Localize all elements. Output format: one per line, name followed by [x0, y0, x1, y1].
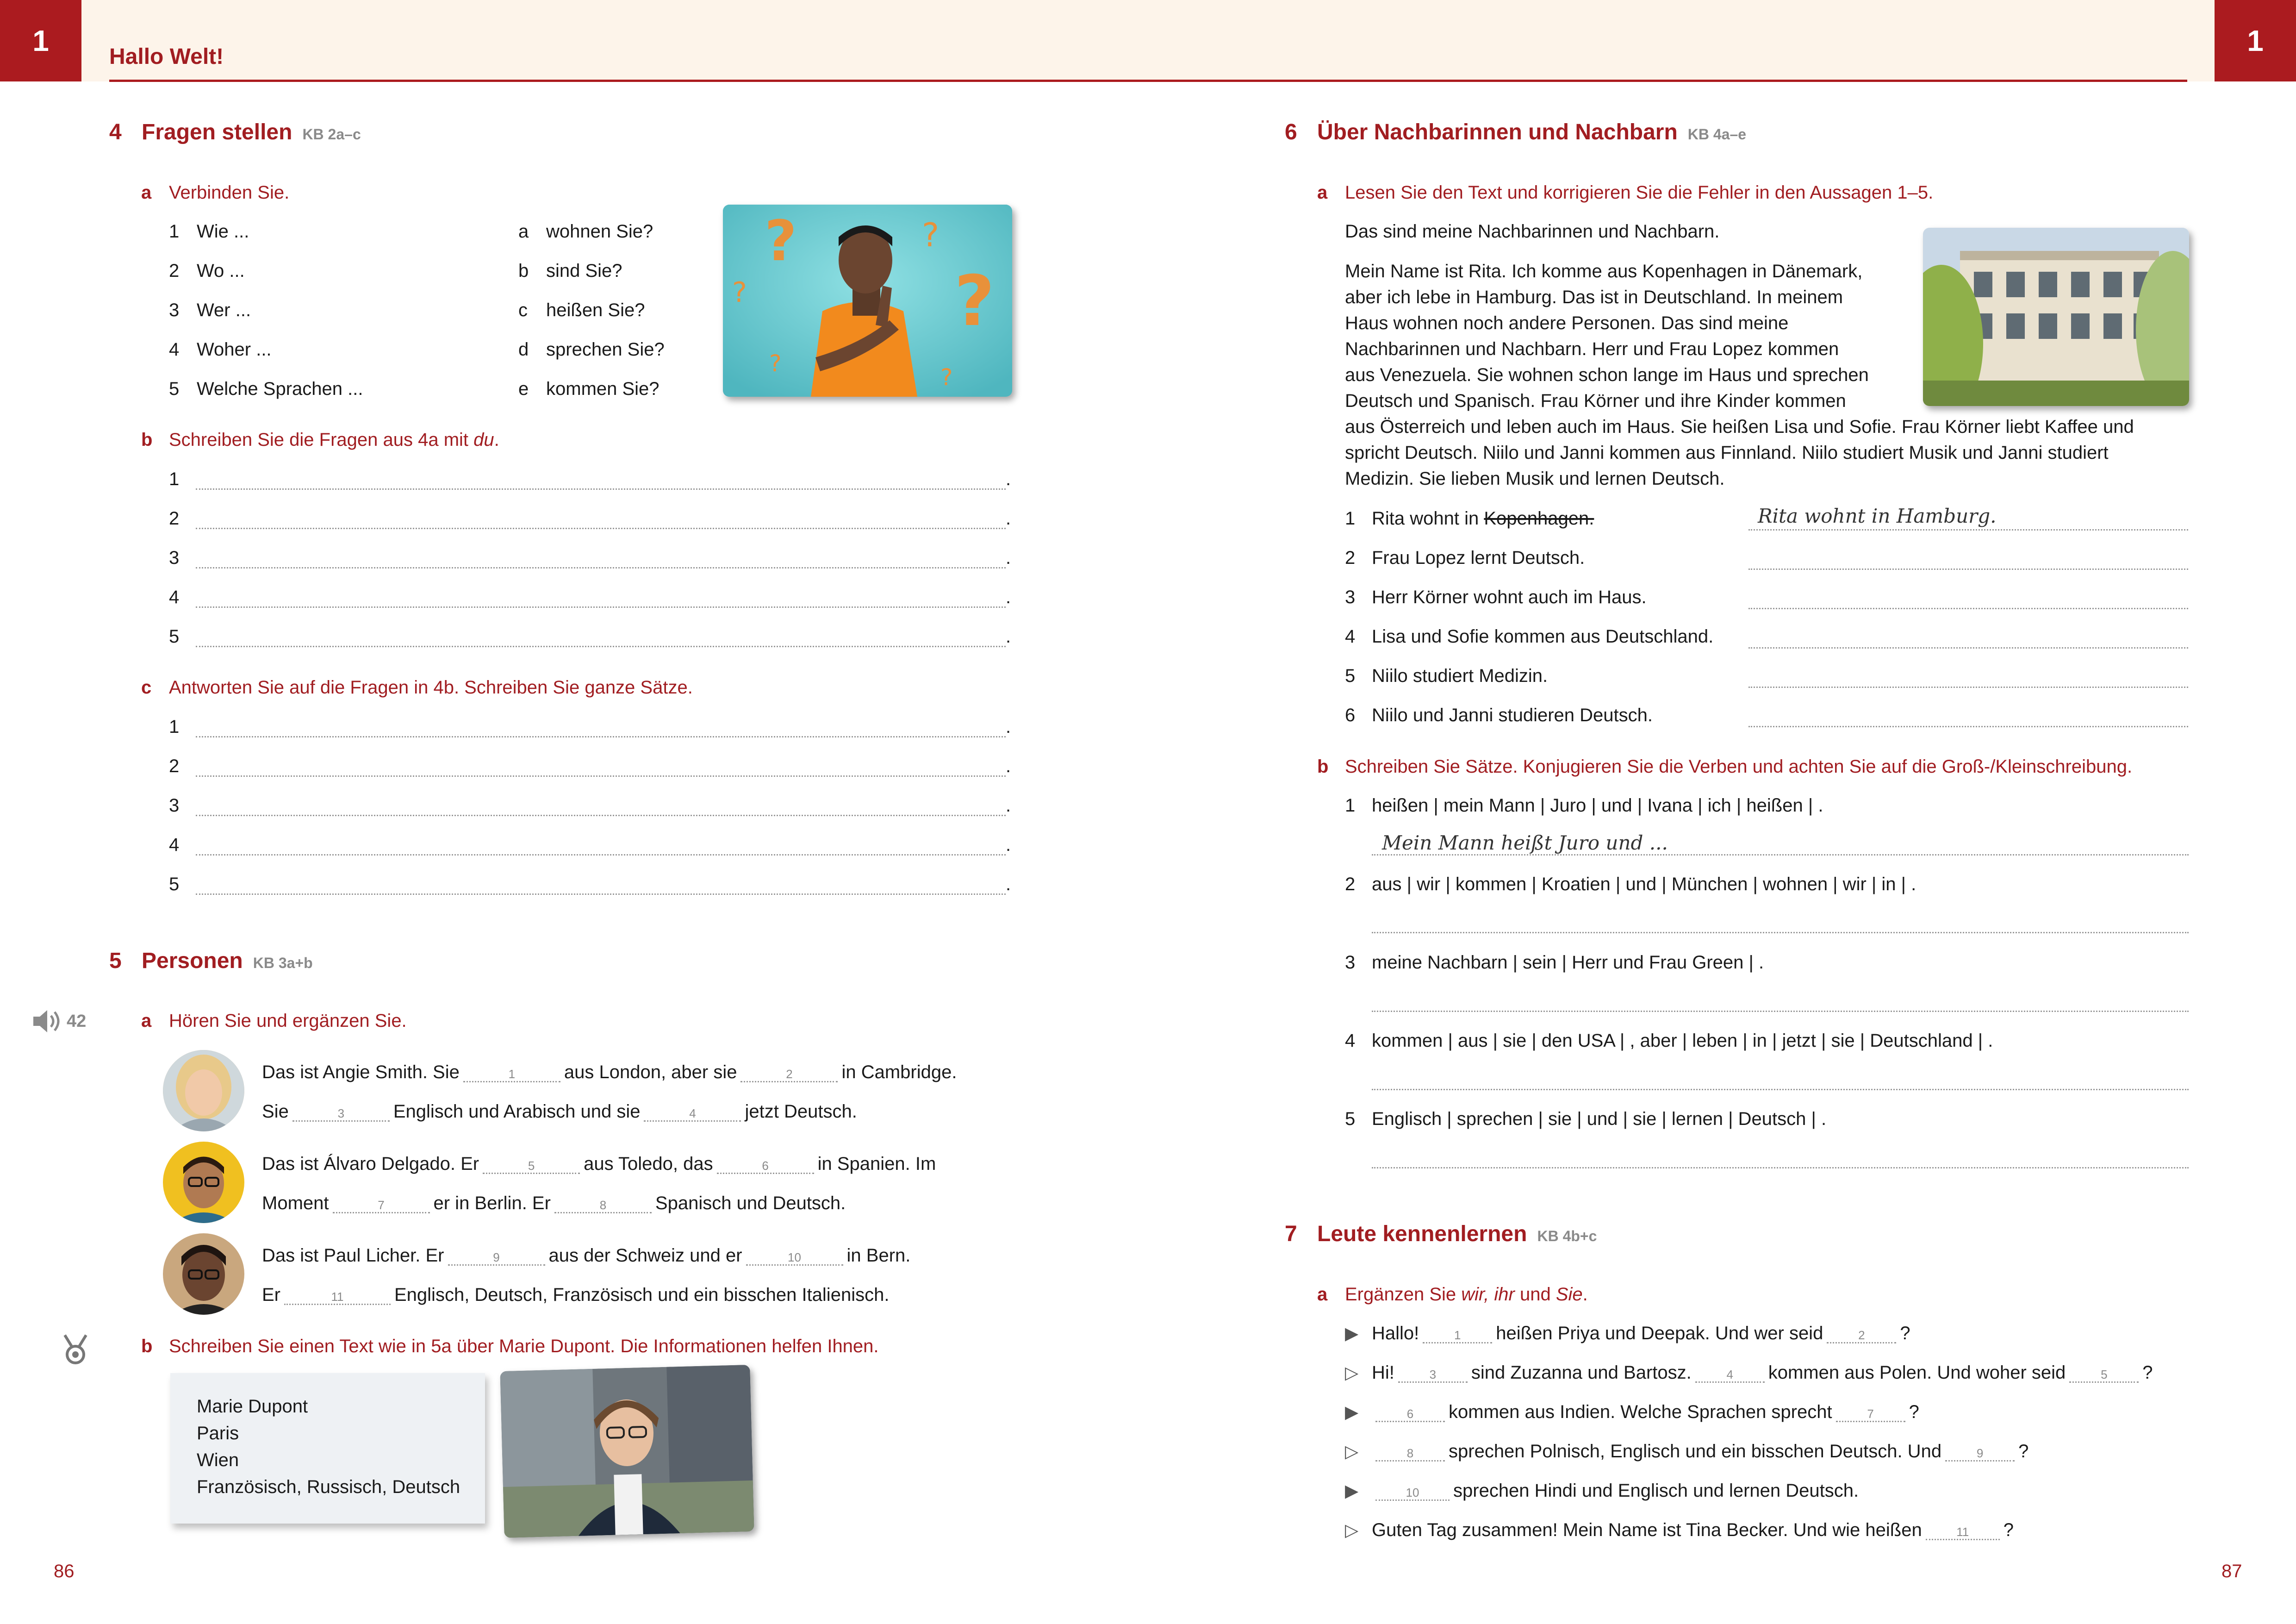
reading-line: spricht Deutsch. Niilo und Janni kommen aus Finnland. Niilo studiert Musik und Janni studiert [1345, 443, 2109, 463]
line-number: 5 [169, 626, 180, 647]
scramble-5: 5 Englisch | sprechen | sie | und | sie | lernen | Deutsch | . [1345, 1109, 1827, 1129]
answer-line[interactable] [196, 606, 1006, 608]
speaker-a-arrow-icon: ▶ [1345, 1481, 1359, 1501]
correction-line[interactable] [1748, 568, 2188, 570]
answer-line[interactable] [196, 775, 1006, 777]
reading-line: aus Österreich und leben auch im Haus. Sie heißen Lisa und Sofie. Frau Körner liebt Kaffee und [1345, 417, 2134, 437]
gap-9[interactable]: 9 [448, 1250, 545, 1266]
task-4a-instruction: a Verbinden Sie. [141, 182, 290, 203]
match-left-5: 5 Welche Sprachen ... [169, 379, 363, 399]
gap-2[interactable]: 2 [740, 1067, 838, 1082]
correction-line[interactable] [1748, 608, 2188, 609]
reading-line: Medizin. Sie lieben Musik und lernen Deutsch. [1345, 468, 1725, 489]
text-5a-p2-line2: Moment 7 er in Berlin. Er 8 Spanisch und Deutsch. [262, 1193, 846, 1213]
gap-6[interactable]: 6 [717, 1159, 814, 1174]
gap-7a-2[interactable]: 2 [1827, 1328, 1896, 1343]
gap-4[interactable]: 4 [644, 1106, 741, 1122]
info-name: Marie Dupont [197, 1396, 308, 1417]
speaker-a-arrow-icon: ▶ [1345, 1324, 1359, 1343]
page-number-left: 86 [54, 1561, 75, 1581]
line-number: 5 [169, 874, 180, 894]
section-5-heading: 5 Personen KB 3a+b [109, 949, 313, 973]
svg-text:?: ? [765, 209, 797, 274]
line-number: 2 [169, 756, 180, 776]
task-5b-instruction: b Schreiben Sie einen Text wie in 5a über Marie Dupont. Die Informationen helfen Ihnen. [141, 1336, 879, 1356]
medal-icon [59, 1333, 92, 1368]
answer-line[interactable] [196, 736, 1006, 737]
answer-line[interactable] [1372, 1011, 2189, 1012]
correction-line[interactable] [1748, 529, 2188, 531]
line-end-dot: . [1006, 795, 1011, 816]
match-left-3: 3 Wer ... [169, 300, 251, 320]
line-end-dot: . [1006, 469, 1011, 489]
line-end-dot: . [1006, 835, 1011, 855]
match-right-c: c heißen Sie? [518, 300, 645, 320]
gap-8[interactable]: 8 [554, 1198, 652, 1213]
reading-line: Deutsch und Spanisch. Frau Körner und ihre Kinder kommen [1345, 391, 1846, 411]
audio-track-button[interactable] [31, 1008, 86, 1034]
speaker-icon [31, 1008, 64, 1034]
match-left-1: 1 Wie ... [169, 221, 249, 242]
gap-7a-3[interactable]: 3 [1398, 1368, 1468, 1383]
thinking-man-photo [723, 205, 1012, 397]
gap-7a-4[interactable]: 4 [1695, 1368, 1765, 1383]
gap-7a-10[interactable]: 10 [1375, 1486, 1450, 1501]
avatar-angie [163, 1050, 244, 1131]
dialogue-line-3: ▶ 6 kommen aus Indien. Welche Sprachen sprecht 7 ? [1345, 1402, 1919, 1422]
speaker-a-arrow-icon: ▶ [1345, 1403, 1359, 1422]
chapter-badge-right: 1 [2215, 0, 2296, 81]
svg-text:?: ? [954, 261, 995, 342]
scramble-3: 3 meine Nachbarn | sein | Herr und Frau Green | . [1345, 952, 1764, 973]
task-5a-instruction: a Hören Sie und ergänzen Sie. [141, 1011, 407, 1031]
reading-line: Mein Name ist Rita. Ich komme aus Kopenhagen in Dänemark, [1345, 261, 1863, 281]
reading-line: Haus wohnen noch andere Personen. Das sind meine [1345, 313, 1789, 333]
info-origin: Paris [197, 1423, 239, 1443]
gap-7a-1[interactable]: 1 [1423, 1328, 1492, 1343]
text-5a-p3-line2: Er 11 Englisch, Deutsch, Französisch und ein bisschen Italienisch. [262, 1285, 890, 1305]
section-4-heading: 4 Fragen stellen KB 2a–c [109, 120, 361, 144]
answer-line[interactable] [196, 488, 1006, 490]
gap-7a-7[interactable]: 7 [1836, 1407, 1905, 1422]
gap-7a-6[interactable]: 6 [1375, 1407, 1445, 1422]
task-6a-instruction: a Lesen Sie den Text und korrigieren Sie die Fehler in den Aussagen 1–5. [1317, 182, 1934, 203]
answer-line[interactable] [1372, 932, 2189, 933]
svg-text:?: ? [769, 350, 782, 377]
info-residence: Wien [197, 1450, 239, 1470]
text-5a-p1-line2: Sie 3 Englisch und Arabisch und sie 4 jetzt Deutsch. [262, 1101, 857, 1122]
gap-7a-5[interactable]: 5 [2069, 1368, 2139, 1383]
gap-11[interactable]: 11 [284, 1290, 391, 1305]
correction-line[interactable] [1748, 726, 2188, 727]
task-4c-instruction: c Antworten Sie auf die Fragen in 4b. Schreiben Sie ganze Sätze. [141, 677, 693, 698]
line-end-dot: . [1006, 508, 1011, 529]
reading-heading: Das sind meine Nachbarinnen und Nachbarn. [1345, 221, 1720, 242]
line-number: 1 [169, 469, 180, 489]
avatar-paul [163, 1233, 244, 1315]
answer-line[interactable] [196, 854, 1006, 856]
page-number-right: 87 [2221, 1561, 2242, 1581]
line-end-dot: . [1006, 717, 1011, 737]
gap-10[interactable]: 10 [746, 1250, 843, 1266]
statement-1: 1 Rita wohnt in Kopenhagen. [1345, 508, 1594, 529]
dialogue-line-5: ▶ 10 sprechen Hindi und Englisch und lernen Deutsch. [1345, 1480, 1859, 1501]
line-end-dot: . [1006, 626, 1011, 647]
line-number: 2 [169, 508, 180, 529]
line-end-dot: . [1006, 874, 1011, 894]
audio-track-number: 42 [67, 1011, 87, 1031]
match-right-d: d sprechen Sie? [518, 339, 665, 360]
section-7-heading: 7 Leute kennenlernen KB 4b+c [1285, 1222, 1597, 1246]
answer-line[interactable] [196, 893, 1006, 895]
text-5a-p3-line1: Das ist Paul Licher. Er 9 aus der Schweiz und er 10 in Bern. [262, 1245, 911, 1266]
statement-4: 4 Lisa und Sofie kommen aus Deutschland. [1345, 626, 1714, 647]
line-number: 1 [169, 717, 180, 737]
line-number: 4 [169, 835, 180, 855]
match-left-4: 4 Woher ... [169, 339, 272, 360]
header-band [0, 0, 2296, 81]
speaker-b-arrow-icon: ▷ [1345, 1442, 1359, 1462]
gap-7a-11[interactable]: 11 [1926, 1525, 2000, 1540]
line-number: 3 [169, 548, 180, 568]
gap-5[interactable]: 5 [483, 1159, 580, 1174]
chapter-badge-left: 1 [0, 0, 81, 81]
match-right-a: a wohnen Sie? [518, 221, 653, 242]
speaker-b-arrow-icon: ▷ [1345, 1363, 1359, 1383]
text-5a-p2-line1: Das ist Álvaro Delgado. Er 5 aus Toledo, das 6 in Spanien. Im [262, 1154, 936, 1174]
correction-line[interactable] [1748, 687, 2188, 688]
text-5a-p1-line1: Das ist Angie Smith. Sie 1 aus London, aber sie 2 in Cambridge. [262, 1062, 957, 1082]
statement-2: 2 Frau Lopez lernt Deutsch. [1345, 548, 1585, 568]
task-4b-instruction: b Schreiben Sie die Fragen aus 4a mit du. [141, 430, 499, 450]
line-end-dot: . [1006, 756, 1011, 776]
scramble-1-example: Mein Mann heißt Juro und ... [1382, 831, 1668, 854]
gap-3[interactable]: 3 [292, 1106, 390, 1122]
svg-text:?: ? [732, 276, 747, 309]
reading-line: aber ich lebe in Hamburg. Das ist in Deutschland. In meinem [1345, 287, 1843, 307]
scramble-2: 2 aus | wir | kommen | Kroatien | und | München | wohnen | wir | in | . [1345, 874, 1916, 894]
statement-6: 6 Niilo und Janni studieren Deutsch. [1345, 705, 1653, 725]
answer-line[interactable] [196, 567, 1006, 568]
reading-line: aus Venezuela. Sie wohnen schon lange im Haus und sprechen [1345, 365, 1869, 385]
dialogue-line-1: ▶ Hallo! 1 heißen Priya und Deepak. Und wer seid 2 ? [1345, 1323, 1910, 1343]
dialogue-line-6: ▷ Guten Tag zusammen! Mein Name ist Tina Becker. Und wie heißen 11 ? [1345, 1520, 2014, 1540]
gap-1[interactable]: 1 [463, 1067, 560, 1082]
dialogue-line-4: ▷ 8 sprechen Polnisch, Englisch und ein bisschen Deutsch. Und 9 ? [1345, 1441, 2029, 1462]
avatar-alvaro [163, 1142, 244, 1223]
info-card-marie [170, 1373, 485, 1524]
statement-1-answer: Rita wohnt in Hamburg. [1758, 505, 1997, 527]
chapter-title: Hallo Welt! [109, 44, 224, 69]
match-left-2: 2 Wo ... [169, 261, 245, 281]
answer-line[interactable] [196, 815, 1006, 816]
section-6-heading: 6 Über Nachbarinnen und Nachbarn KB 4a–e [1285, 120, 1747, 144]
answer-line[interactable] [1372, 854, 2189, 856]
gap-7[interactable]: 7 [333, 1198, 430, 1213]
statement-3: 3 Herr Körner wohnt auch im Haus. [1345, 587, 1647, 607]
line-end-dot: . [1006, 548, 1011, 568]
svg-text:?: ? [922, 216, 940, 254]
line-end-dot: . [1006, 587, 1011, 607]
apartment-building-photo [1923, 228, 2189, 406]
match-right-b: b sind Sie? [518, 261, 622, 281]
line-number: 4 [169, 587, 180, 607]
answer-line[interactable] [1372, 1167, 2189, 1168]
scramble-1: 1 heißen | mein Mann | Juro | und | Ivana | ich | heißen | . [1345, 795, 1823, 816]
svg-text:?: ? [940, 364, 953, 391]
marie-dupont-photo [500, 1365, 754, 1538]
scramble-4: 4 kommen | aus | sie | den USA | , aber | leben | in | jetzt | sie | Deutschland | . [1345, 1031, 1993, 1051]
task-7a-instruction: a Ergänzen Sie wir, ihr und Sie. [1317, 1284, 1588, 1305]
info-languages: Französisch, Russisch, Deutsch [197, 1477, 460, 1497]
reading-line: Nachbarinnen und Nachbarn. Herr und Frau Lopez kommen [1345, 339, 1839, 359]
answer-line[interactable] [196, 528, 1006, 529]
gap-7a-8[interactable]: 8 [1375, 1446, 1445, 1462]
header-divider [109, 80, 2187, 82]
correction-line[interactable] [1748, 647, 2188, 649]
dialogue-line-2: ▷ Hi! 3 sind Zuzanna und Bartosz. 4 kommen aus Polen. Und woher seid 5 ? [1345, 1362, 2153, 1383]
task-6b-instruction: b Schreiben Sie Sätze. Konjugieren Sie die Verben und achten Sie auf die Groß-/Kleinschreibung. [1317, 756, 2133, 777]
line-number: 3 [169, 795, 180, 816]
answer-line[interactable] [1372, 1089, 2189, 1090]
answer-line[interactable] [196, 646, 1006, 647]
speaker-c-arrow-icon: ▷ [1345, 1521, 1359, 1540]
match-right-e: e kommen Sie? [518, 379, 660, 399]
statement-5: 5 Niilo studiert Medizin. [1345, 666, 1548, 686]
gap-7a-9[interactable]: 9 [1945, 1446, 2015, 1462]
